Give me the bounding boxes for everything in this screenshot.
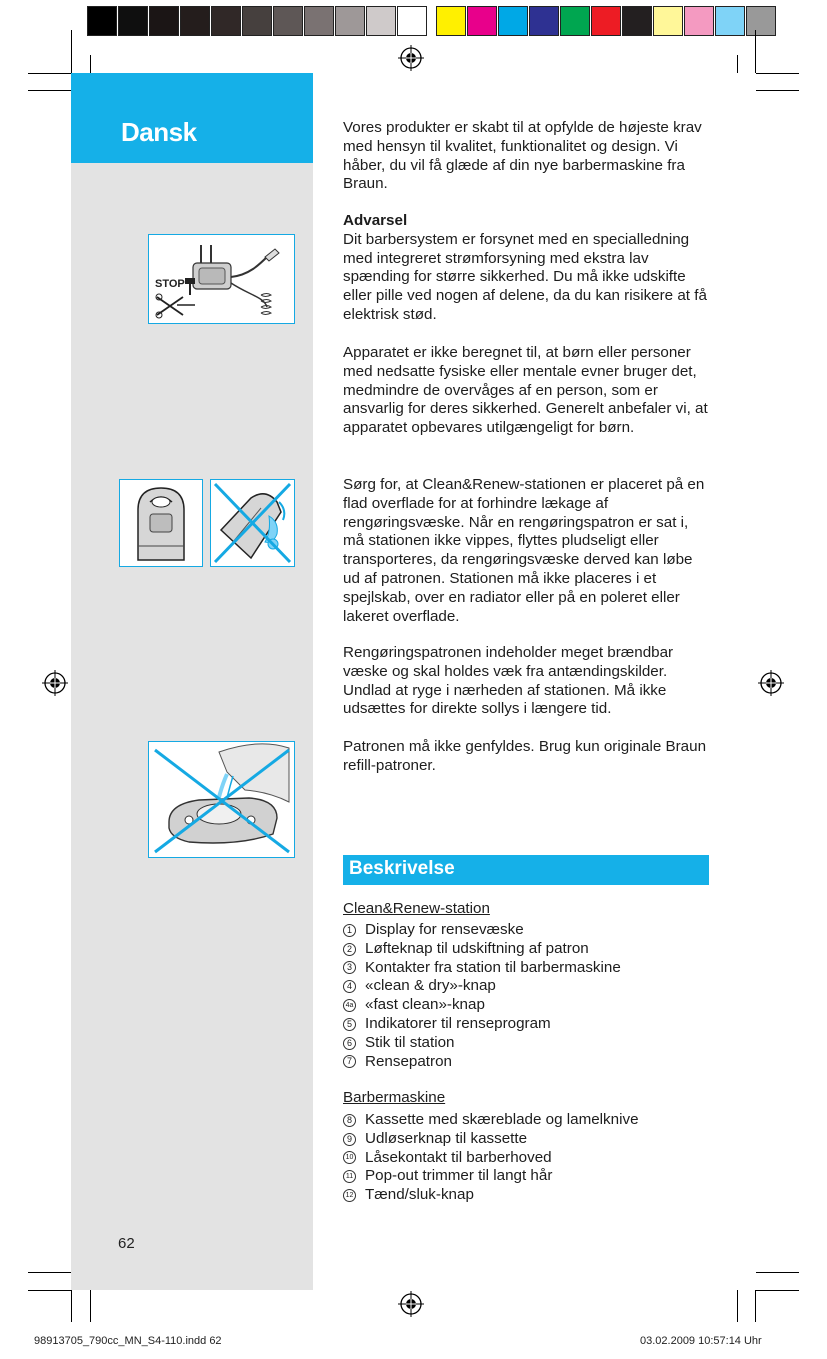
shaver-parts-list	[343, 1111, 639, 1205]
refill-paragraph	[343, 738, 713, 776]
item-label: Indikatorer til renseprogram	[365, 1014, 551, 1032]
process-color-swatch	[529, 6, 559, 36]
language-title: Dansk	[121, 117, 197, 147]
station-placement-icon	[211, 480, 294, 566]
warning-text: Dit barbersystem er forsynet med en specialledning med integreret strømforsyning med ekstra lav spænding for større sikkerhed. Du må ikke udskifte eller pille ved nogen af delene, da du kan risikere at få elektrisk stød.	[343, 230, 707, 323]
item-number-badge: 4	[343, 980, 356, 993]
list-item	[343, 1015, 621, 1034]
process-color-swatch	[498, 6, 528, 36]
process-color-swatch	[622, 6, 652, 36]
item-number-badge: 6	[343, 1037, 356, 1050]
process-color-swatch	[560, 6, 590, 36]
refill-text: Patronen må ikke genfyldes. Brug kun originale Braun refill-patroner.	[343, 738, 707, 774]
crop-mark	[737, 1290, 738, 1322]
station-upright-icon	[120, 480, 202, 566]
crop-mark	[90, 1290, 91, 1322]
crop-mark	[90, 55, 91, 73]
section-title: Beskrivelse	[349, 858, 455, 879]
color-swatch	[366, 6, 396, 36]
footer-file-info: 98913705_790cc_MN_S4-110.indd 62	[34, 1335, 222, 1347]
color-swatch	[180, 6, 210, 36]
crop-mark	[756, 1290, 799, 1291]
station-parts-list	[343, 921, 621, 1071]
page-number: 62	[118, 1235, 135, 1252]
plug-cable-no-cut-icon	[149, 235, 294, 323]
flammable-paragraph	[343, 644, 713, 719]
item-label: Stik til station	[365, 1033, 455, 1051]
crop-mark	[71, 1290, 72, 1322]
list-item	[343, 977, 621, 996]
list-item	[343, 996, 621, 1015]
color-swatch	[242, 6, 272, 36]
item-number-badge: 12	[343, 1189, 356, 1202]
process-color-swatch	[591, 6, 621, 36]
color-swatch	[87, 6, 117, 36]
warning-heading: Advarsel	[343, 212, 408, 229]
list-item	[343, 1167, 639, 1186]
figure-no-refill	[148, 741, 295, 858]
station-paragraph	[343, 476, 713, 626]
item-number-badge: 10	[343, 1151, 356, 1164]
process-color-swatch	[684, 6, 714, 36]
item-label: Kontakter fra station til barbermaskine	[365, 958, 621, 976]
list-item	[343, 1149, 639, 1168]
item-number-badge: 9	[343, 1133, 356, 1146]
children-paragraph	[343, 344, 713, 438]
intro-paragraph	[343, 119, 713, 194]
registration-mark-icon	[758, 670, 784, 696]
item-label: «clean & dry»-knap	[365, 977, 496, 995]
station-heading: Clean&Renew-station	[343, 900, 490, 917]
item-label: Låsekontakt til barberhoved	[365, 1148, 552, 1166]
figure-station-tilted	[210, 479, 295, 567]
item-label: Løfteknap til udskiftning af patron	[365, 939, 589, 957]
figure-plug-cable	[148, 234, 295, 324]
no-refill-icon	[149, 742, 294, 857]
list-item	[343, 959, 621, 978]
crop-mark	[28, 1272, 71, 1273]
item-number-badge: 3	[343, 961, 356, 974]
crop-mark	[28, 90, 71, 91]
crop-mark	[71, 30, 72, 73]
process-color-swatch	[467, 6, 497, 36]
color-swatch	[211, 6, 241, 36]
item-number-badge: 2	[343, 943, 356, 956]
item-number-badge: 11	[343, 1170, 356, 1183]
process-color-swatch	[436, 6, 466, 36]
list-item	[343, 940, 621, 959]
color-swatch	[397, 6, 427, 36]
swatch-gap	[428, 6, 436, 36]
item-label: «fast clean»-knap	[365, 996, 485, 1014]
item-number-badge: 1	[343, 924, 356, 937]
children-text: Apparatet er ikke beregnet til, at børn eller personer med nedsatte fysiske eller mentale evner bruger det, medmindre de overvåges af en person, som er ansvarlig for deres sikkerhed. Generelt anbefaler vi, at apparatet opbevares utilgængeligt for børn.	[343, 344, 708, 437]
list-item	[343, 1130, 639, 1149]
registration-mark-icon	[398, 1291, 424, 1317]
flammable-text: Rengøringspatronen indeholder meget brændbar væske og skal holdes væk fra antændingskilder. Undlad at ryge i nærheden af stationen. Må ikke udsættes for direkte sollys i længere tid.	[343, 644, 674, 718]
item-label: Kassette med skæreblade og lamelknive	[365, 1111, 639, 1128]
crop-mark	[756, 1272, 799, 1273]
item-number-badge: 5	[343, 1018, 356, 1031]
registration-mark-icon	[42, 670, 68, 696]
item-label: Rensepatron	[365, 1052, 452, 1070]
color-swatch	[118, 6, 148, 36]
item-number-badge: 8	[343, 1114, 356, 1127]
stop-label: STOP	[155, 278, 185, 290]
intro-text: Vores produkter er skabt til at opfylde de højeste krav med hensyn til kvalitet, funktionalitet og design. Vi håber, du vil få glæde af din nye barbermaskine fra Braun.	[343, 119, 702, 193]
process-color-swatch	[715, 6, 745, 36]
color-swatch	[273, 6, 303, 36]
list-item	[343, 1186, 639, 1205]
warning-block	[343, 212, 713, 325]
color-swatch	[304, 6, 334, 36]
crop-mark	[28, 73, 71, 74]
shaver-heading: Barbermaskine	[343, 1089, 446, 1106]
crop-mark	[737, 55, 738, 73]
crop-mark	[755, 1290, 756, 1322]
crop-mark	[756, 90, 799, 91]
crop-mark	[756, 73, 799, 74]
station-text: Sørg for, at Clean&Renew-stationen er placeret på en flad overflade for at forhindre lækage af rengøringsvæske. Når en rengøringspatron er sat i, må stationen ikke vippes, flyttes pludseligt eller transporteres, da rengøringsvæske derved kan løbe ud af patronen. Stationen må ikke placeres i et spejlskab, over en radiator eller på en poleret eller lakeret overflade.	[343, 476, 705, 625]
color-swatch	[149, 6, 179, 36]
list-item	[343, 1053, 621, 1072]
item-label: Display for rensevæske	[365, 921, 524, 938]
crop-mark	[28, 1290, 71, 1291]
figure-station-upright	[119, 479, 203, 567]
list-item	[343, 921, 621, 940]
item-number-badge: 7	[343, 1055, 356, 1068]
color-swatch	[335, 6, 365, 36]
process-color-swatch	[746, 6, 776, 36]
process-color-swatch	[653, 6, 683, 36]
crop-mark	[755, 30, 756, 73]
color-calibration-bar	[87, 6, 777, 36]
list-item	[343, 1034, 621, 1053]
footer-timestamp: 03.02.2009 10:57:14 Uhr	[640, 1335, 762, 1347]
item-label: Tænd/sluk-knap	[365, 1186, 474, 1204]
list-item	[343, 1111, 639, 1130]
item-label: Pop-out trimmer til langt hår	[365, 1167, 553, 1185]
item-label: Udløserknap til kassette	[365, 1129, 528, 1147]
item-number-badge: 4a	[343, 999, 356, 1012]
registration-mark-icon	[398, 45, 424, 71]
